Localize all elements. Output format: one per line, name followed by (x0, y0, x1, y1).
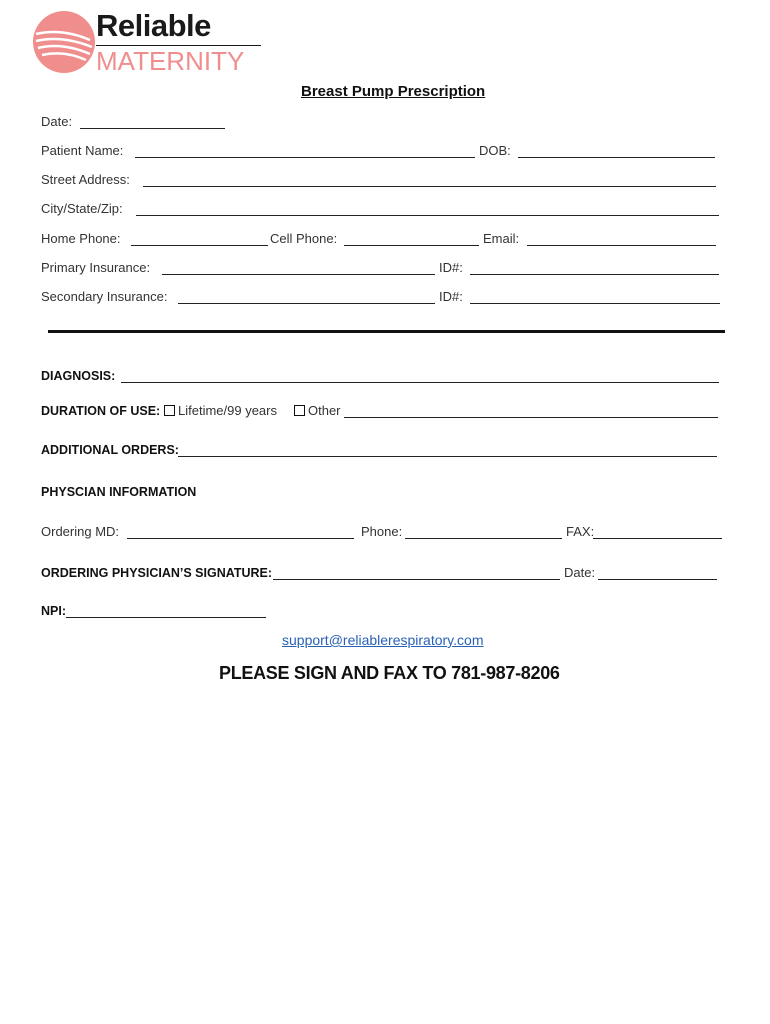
ordering-md-label: Ordering MD: (41, 524, 120, 539)
logo-text-reliable: Reliable (96, 8, 211, 43)
npi-label: NPI: (41, 604, 66, 618)
home-phone-label: Home Phone: (41, 231, 121, 246)
street-address-label: Street Address: (41, 172, 130, 187)
patient-name-label: Patient Name: (41, 143, 124, 158)
other-option[interactable] (294, 403, 341, 418)
email-label: Email: (483, 231, 520, 246)
city-state-zip-label: City/State/Zip: (41, 201, 123, 216)
signature-label: ORDERING PHYSICIAN’S SIGNATURE: (41, 566, 273, 580)
other-checkbox[interactable] (294, 405, 305, 416)
lifetime-option-label: Lifetime/99 years (178, 403, 277, 418)
secondary-insurance-label: Secondary Insurance: (41, 289, 168, 304)
secondary-id-field[interactable] (470, 303, 720, 304)
email-field[interactable] (527, 245, 716, 246)
city-state-zip-field[interactable] (136, 215, 719, 216)
physician-info-heading: PHYSCIAN INFORMATION (41, 485, 197, 499)
signature-date-label: Date: (564, 565, 596, 580)
primary-id-label: ID#: (439, 260, 463, 275)
dob-field[interactable] (518, 157, 715, 158)
diagnosis-field[interactable] (121, 382, 719, 383)
signature-date-field[interactable] (598, 579, 717, 580)
street-address-field[interactable] (143, 186, 716, 187)
other-option-label: Other (308, 403, 341, 418)
lifetime-checkbox[interactable] (164, 405, 175, 416)
section-divider (48, 330, 725, 333)
cell-phone-field[interactable] (344, 245, 479, 246)
phone-label: Phone: (361, 524, 403, 539)
cell-phone-label: Cell Phone: (270, 231, 338, 246)
dob-label: DOB: (479, 143, 511, 158)
primary-insurance-field[interactable] (162, 274, 435, 275)
logo (32, 8, 267, 78)
logo-mark-icon (32, 10, 96, 74)
secondary-id-label: ID#: (439, 289, 463, 304)
home-phone-field[interactable] (131, 245, 268, 246)
ordering-md-field[interactable] (127, 538, 354, 539)
secondary-insurance-field[interactable] (178, 303, 435, 304)
fax-label: FAX: (566, 524, 595, 539)
additional-orders-label: ADDITIONAL ORDERS: (41, 443, 179, 457)
fax-field[interactable] (593, 538, 722, 539)
lifetime-option[interactable] (164, 403, 277, 418)
patient-name-field[interactable] (135, 157, 475, 158)
npi-field[interactable] (66, 617, 266, 618)
phone-field[interactable] (405, 538, 562, 539)
primary-id-field[interactable] (470, 274, 719, 275)
logo-text-maternity: MATERNITY (96, 46, 245, 76)
duration-label: DURATION OF USE: (41, 404, 161, 418)
form-title: Breast Pump Prescription (301, 83, 486, 100)
fax-instruction: PLEASE SIGN AND FAX TO 781-987-8206 (219, 663, 560, 683)
date-label: Date: (41, 114, 73, 129)
support-email-link[interactable]: support@reliablerespiratory.com (282, 632, 484, 648)
other-field[interactable] (344, 417, 718, 418)
signature-field[interactable] (273, 579, 560, 580)
date-field[interactable] (80, 128, 225, 129)
diagnosis-label: DIAGNOSIS: (41, 369, 116, 383)
primary-insurance-label: Primary Insurance: (41, 260, 151, 275)
additional-orders-field[interactable] (178, 456, 717, 457)
